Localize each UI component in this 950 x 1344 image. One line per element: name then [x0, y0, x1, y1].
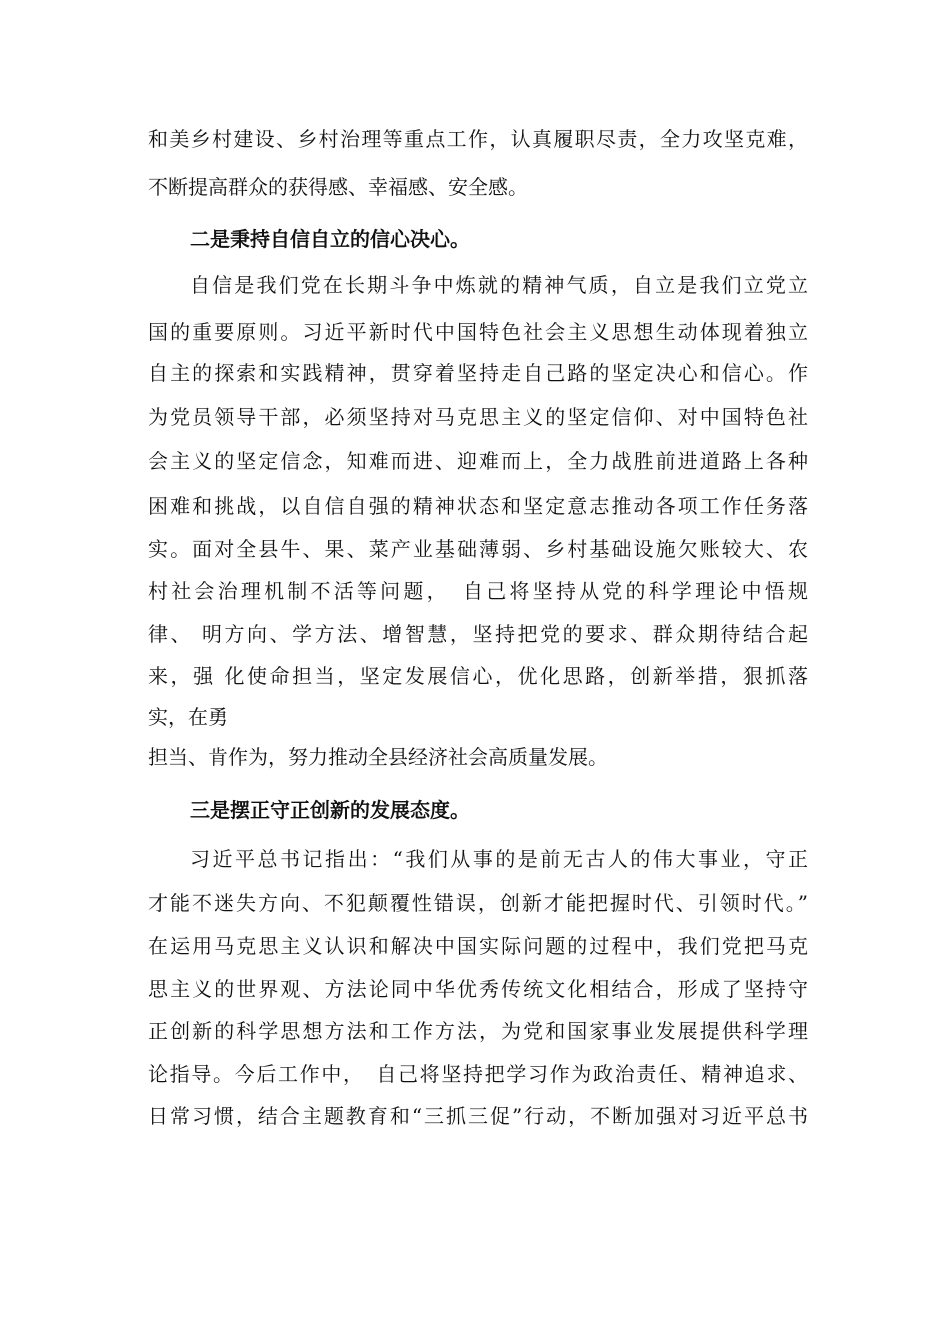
- text-line: 村社会治理机制不活等问题， 自己将坚持从党的科学理论中悟规: [148, 579, 808, 603]
- text-line: 和美乡村建设、乡村治理等重点工作，认真履职尽责，全力攻坚克难，: [148, 127, 808, 151]
- text-line: 来，强 化使命担当，坚定发展信心，优化思路，创新举措，狠抓落: [148, 664, 808, 688]
- text-line: 担当、肯作为，努力推动全县经济社会高质量发展。: [148, 745, 608, 769]
- text-line: 正创新的科学思想方法和工作方法，为党和国家事业发展提供科学理: [148, 1019, 808, 1043]
- section-heading: 三是摆正守正创新的发展态度。: [190, 798, 470, 822]
- text-line: 在运用马克思主义认识和解决中国实际问题的过程中，我们党把马克: [148, 934, 808, 958]
- text-line: 日常习惯，结合主题教育和“三抓三促”行动，不断加强对习近平总书: [148, 1104, 808, 1128]
- text-line: 实，在勇: [148, 705, 228, 729]
- text-line: 会主义的坚定信念，知难而进、迎难而上，全力战胜前进道路上各种: [148, 449, 808, 473]
- text-line: 不断提高群众的获得感、幸福感、安全感。: [148, 175, 528, 199]
- text-line: 为党员领导干部，必须坚持对马克思主义的坚定信仰、对中国特色社: [148, 405, 808, 429]
- text-line: 习近平总书记指出：“我们从事的是前无古人的伟大事业，守正: [190, 847, 808, 871]
- text-line: 律、 明方向、学方法、增智慧，坚持把党的要求、群众期待结合起: [148, 622, 808, 646]
- text-line: 困难和挑战，以自信自强的精神状态和坚定意志推动各项工作任务落: [148, 494, 808, 518]
- section-heading: 二是秉持自信自立的信心决心。: [190, 227, 470, 251]
- text-line: 思主义的世界观、方法论同中华优秀传统文化相结合，形成了坚持守: [148, 977, 808, 1001]
- text-line: 国的重要原则。习近平新时代中国特色社会主义思想生动体现着独立: [148, 320, 808, 344]
- text-line: 自主的探索和实践精神，贯穿着坚持走自己路的坚定决心和信心。作: [148, 361, 808, 385]
- text-line: 才能不迷失方向、不犯颠覆性错误，创新才能把握时代、引领时代。”: [148, 891, 808, 915]
- text-line: 论指导。今后工作中， 自己将坚持把学习作为政治责任、精神追求、: [148, 1062, 808, 1086]
- text-line: 自信是我们党在长期斗争中炼就的精神气质，自立是我们立党立: [190, 273, 808, 297]
- text-line: 实。面对全县牛、果、菜产业基础薄弱、乡村基础设施欠账较大、农: [148, 537, 808, 561]
